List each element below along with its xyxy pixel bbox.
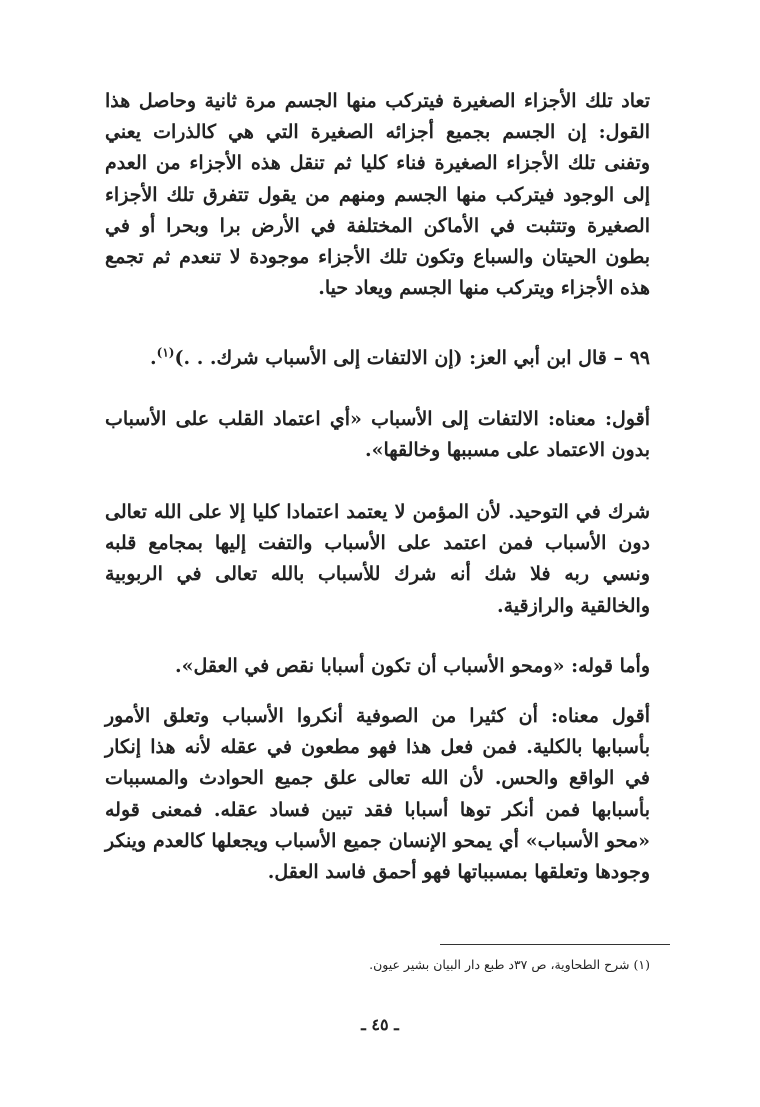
paragraph-2 xyxy=(105,343,650,374)
paragraph-2-text: ٩٩ – قال ابن أبي العز: (إن الالتفات إلى الأسباب شرك. . .) xyxy=(174,347,650,369)
paragraph-1: تعاد تلك الأجزاء الصغيرة فيتركب منها الجسم مرة ثانية وحاصل هذا القول: إن الجسم بجميع أجزائه الصغيرة التي هي كالذرات يعني وتفنى تلك الأجزاء الصغيرة فناء كليا ثم تنقل هذه الأجزاء من العدم إلى الوجود فيتركب منها الجسم ومنهم من يقول تتفرق تلك الأجزاء الصغيرة وتتثبت في الأماكن المختلفة في الأرض برا وبحرا أو في بطون الحيتان والسباع وتكون تلك الأجزاء موجودة لا تنعدم ثم تجمع هذه الأجزاء ويتركب منها الجسم ويعاد حيا. xyxy=(105,90,650,300)
paragraph-2-end: . xyxy=(150,347,157,369)
paragraph-3: أقول: معناه: الالتفات إلى الأسباب «أي اعتماد القلب على الأسباب بدون الاعتماد على مسببها وخالقها». xyxy=(105,408,650,462)
paragraph-5: وأما قوله: «ومحو الأسباب أن تكون أسبابا نقص في العقل». xyxy=(175,655,650,677)
footnote: (١) شرح الطحاوية، ص ٣٧د طبع دار البيان بشير عيون. xyxy=(369,957,650,972)
paragraph-6: أقول معناه: أن كثيرا من الصوفية أنكروا الأسباب وتعلق الأمور بأسبابها بالكلية. فمن فعل هذا فهو مطعون في عقله لأنه هذا إنكار في الواقع والحس. لأن الله تعالى علق جميع الحوادث والمسببات بأسبابها فمن أنكر توها أسبابا فقد تبين فساد عقله. فمعنى قوله «محو الأسباب» أي يمحو الإنسان جميع الأسباب ويجعلها كالعدم وينكر وجودها وتعلقها بمسبباتها فهو أحمق فاسد العقل. xyxy=(105,705,650,884)
page-number: ـ ٤٥ ـ xyxy=(361,1015,399,1034)
footnote-divider xyxy=(440,944,670,945)
footnote-reference: (١) xyxy=(156,345,175,360)
paragraph-4: شرك في التوحيد. لأن المؤمن لا يعتمد اعتمادا كليا إلا على الله تعالى دون الأسباب فمن اعتمد على الأسباب والتفت إليها بمجامع قلبه ونسي ربه فلا شك أنه شرك للأسباب بالله تعالى في الربوبية والخالقية والرازقية. xyxy=(105,501,650,617)
